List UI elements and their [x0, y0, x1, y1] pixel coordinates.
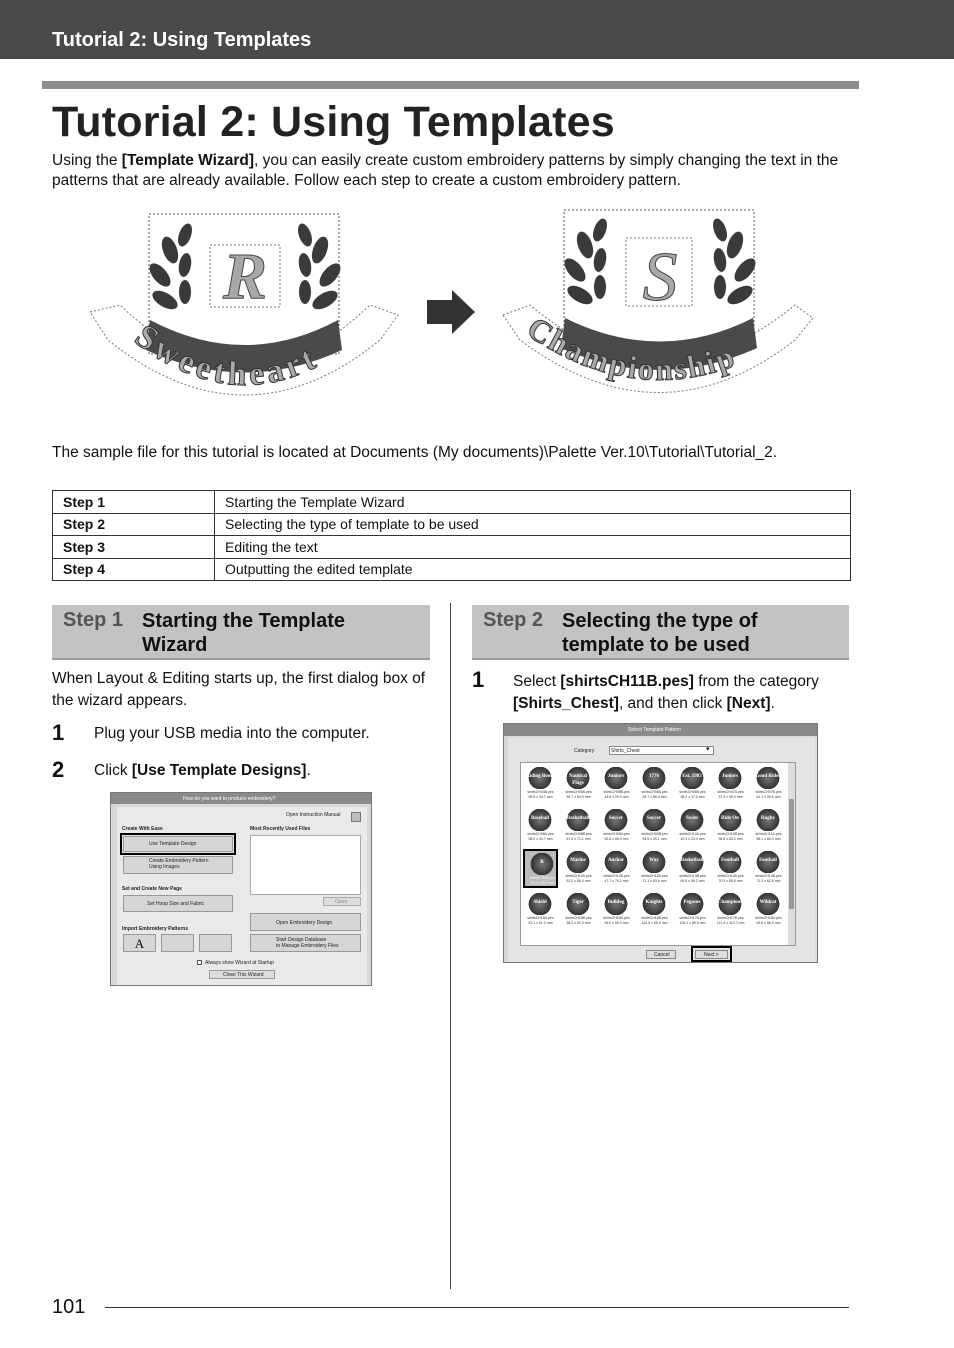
- template-thumbnail[interactable]: [523, 807, 558, 846]
- thumbnail-art: Riding Boots: [525, 767, 555, 789]
- wizard-dialog-screenshot: How do you want to produce embroidery? Open Instruction Manual Create With Ease Use Template Design Create Embroidery Pattern Using Images Most Recently Used Files Open Set and Create New Page Set Hoop Size and Fabric Open Embroidery Design Import Embroidery Patterns A Start Design Database to Manage Embroidery Files Always show Wizard at Startup Close This Wizard: [110, 792, 372, 986]
- template-thumbnail[interactable]: [713, 891, 748, 930]
- thumbnail-size: 47.7 x 79.2 mm: [604, 879, 629, 883]
- template-thumbnail[interactable]: [637, 765, 672, 804]
- import-pattern-button[interactable]: [161, 934, 194, 952]
- step1-item2-text: Click [Use Template Designs].: [94, 762, 311, 779]
- step1-title: Starting the Template Wizard: [142, 610, 345, 656]
- thumbnail-caption: shirtsCH13B.pes: [679, 874, 706, 878]
- step2-title: Selecting the type of template to be used: [562, 610, 758, 656]
- page-title: Tutorial 2: Using Templates: [52, 98, 615, 146]
- steps-table-row: [53, 513, 851, 536]
- template-thumbnail[interactable]: [599, 891, 634, 930]
- thumbnail-art: Shield: [525, 893, 555, 915]
- thumbnail-size: 104.5 x 55.6 mm: [641, 921, 668, 925]
- step-description-cell: Outputting the edited template: [215, 558, 851, 581]
- template-thumbnail[interactable]: [675, 849, 710, 888]
- chevron-down-icon: ▾: [706, 746, 710, 753]
- svg-text:Sweetheart: Sweetheart: [128, 317, 325, 394]
- thumbnail-caption: shirtsCH09B.pes: [641, 832, 668, 836]
- thumbnail-art: Tiger: [563, 893, 593, 915]
- thumbnail-size: 37.9 x 58.3 mm: [718, 795, 743, 799]
- always-show-checkbox[interactable]: [197, 960, 202, 965]
- thumbnail-art: Bulldog: [601, 893, 631, 915]
- thumbnail-caption: shirtsCH07B.pes: [755, 790, 782, 794]
- thumbnail-caption: shirtsCH12A.pes: [565, 874, 592, 878]
- thumbnail-caption: shirtsCH04B.pes: [527, 790, 554, 794]
- step2-label: Step 2: [483, 609, 544, 631]
- thumbnail-art: Good Rider: [753, 767, 783, 789]
- title-rule: [42, 81, 859, 89]
- thumbnail-caption: shirtsCH17A.pes: [679, 916, 706, 920]
- thumbnail-size: 54.5 x 25.1 mm: [642, 837, 667, 841]
- thumbnail-size: 59.0 x 59.0 mm: [604, 921, 629, 925]
- template-thumbnail[interactable]: [599, 807, 634, 846]
- page-number: 101: [52, 1296, 86, 1318]
- header-title: Tutorial 2: Using Templates: [52, 29, 312, 51]
- thumbnail-size: 75.9 x 85.2 mm: [530, 881, 555, 885]
- template-thumbnail[interactable]: [599, 849, 634, 888]
- thumbnail-art: Nautical Flags: [563, 767, 593, 789]
- step1-heading: [52, 605, 430, 660]
- template-thumbnail[interactable]: [561, 807, 596, 846]
- steps-table-row: [53, 558, 851, 581]
- template-example-illustration: [80, 200, 840, 425]
- import-text-button[interactable]: A: [123, 934, 156, 952]
- step1-item1-text: Plug your USB media into the computer.: [94, 725, 370, 742]
- template-thumbnail[interactable]: [599, 765, 634, 804]
- thumbnail-size: 67.0 x 71.1 mm: [566, 837, 591, 841]
- thumbnail-caption: shirtsCH10A.pes: [679, 832, 706, 836]
- step1-label: Step 1: [63, 609, 124, 631]
- svg-text:Championship: Championship: [521, 309, 741, 388]
- steps-table-row: [53, 536, 851, 559]
- footer-rule: [105, 1307, 849, 1308]
- thumbnail-caption: shirtsCH07A.pes: [717, 790, 744, 794]
- template-thumbnail[interactable]: [713, 807, 748, 846]
- thumbnail-art: Baseball: [525, 809, 555, 831]
- thumbnail-caption: shirtsCH11B.pes: [529, 876, 556, 880]
- import-heading: Import Embroidery Patterns: [122, 926, 189, 932]
- step-label-cell: Step 1: [53, 491, 215, 514]
- svg-text:S: S: [642, 239, 678, 316]
- thumbnail-art: Marine: [563, 851, 593, 873]
- thumbnail-size: 38.2 x 37.0 mm: [680, 795, 705, 799]
- thumbnail-size: 61.1 x 26.5 mm: [756, 795, 781, 799]
- thumbnail-caption: shirtsCH10B.pes: [717, 832, 744, 836]
- thumbnail-size: 42.3 x 23.4 mm: [680, 837, 705, 841]
- thumbnail-caption: shirtsCH13A.pes: [641, 874, 668, 878]
- thumbnail-scrollbar[interactable]: [788, 763, 795, 945]
- select-template-title: Select Template Pattern: [628, 727, 681, 733]
- step1-description: When Layout & Editing starts up, the first dialog box of the wizard appears.: [52, 670, 426, 709]
- steps-overview-table: [52, 490, 851, 581]
- intro-paragraph: Using the [Template Wizard], you can easily create custom embroidery patterns by simply changing the text in the patterns that are already available. Follow each step to create a custom embroidery pattern.: [52, 152, 839, 189]
- template-thumbnail[interactable]: [675, 807, 710, 846]
- thumbnail-size: 70.3 x 65.5 mm: [718, 879, 743, 883]
- template-thumbnail[interactable]: [675, 891, 710, 930]
- thumbnail-caption: shirtsCH15B.pes: [565, 916, 592, 920]
- step2-item1-text: Select [shirtsCH11B.pes] from the category [Shirts_Chest], and then click [Next].: [513, 673, 819, 712]
- thumbnail-size: 44.6 x 29.0 mm: [604, 795, 629, 799]
- step1-item1-number: 1: [52, 720, 65, 745]
- thumbnail-caption: shirtsCH14B.pes: [755, 874, 782, 878]
- thumbnail-art: Soccer: [601, 809, 631, 831]
- thumbnail-size: 99.5 x 34.7 mm: [528, 795, 553, 799]
- thumbnail-caption: shirtsCH06A.pes: [641, 790, 668, 794]
- thumbnail-size: 59.7 x 64.0 mm: [566, 795, 591, 799]
- step-label-cell: Step 2: [53, 513, 215, 536]
- template-thumbnail[interactable]: [751, 807, 786, 846]
- template-thumbnail[interactable]: [523, 765, 558, 804]
- sample-file-note: The sample file for this tutorial is located at Documents (My documents)\Palette Ver.10\Tutorial\Tutorial_2.: [52, 444, 778, 461]
- template-thumbnail[interactable]: [561, 891, 596, 930]
- left-emblem: [90, 214, 398, 395]
- step2-item1-number: 1: [472, 667, 485, 692]
- wizard-dialog-title: How do you want to produce embroidery?: [183, 796, 276, 802]
- template-thumbnail[interactable]: [751, 765, 786, 804]
- transform-arrow-icon: [427, 290, 475, 334]
- thumbnail-size: 51.1 x 61.3 mm: [528, 921, 553, 925]
- thumbnail-size: 55.1 x 60.0 mm: [756, 837, 781, 841]
- template-thumbnail[interactable]: [523, 891, 558, 930]
- recent-files-heading: Most Recently Used Files: [250, 826, 311, 832]
- recent-files-list[interactable]: [250, 835, 361, 895]
- template-thumbnail[interactable]: [637, 891, 672, 930]
- template-thumbnail[interactable]: [637, 807, 672, 846]
- step-description-cell: Starting the Template Wizard: [215, 491, 851, 514]
- thumbnail-caption: shirtsCH09A.pes: [603, 832, 630, 836]
- template-thumbnail[interactable]: [713, 849, 748, 888]
- thumbnail-size: 53.7 x 66.4 mm: [642, 795, 667, 799]
- step1-item2-number: 2: [52, 757, 65, 782]
- template-thumbnail[interactable]: [713, 765, 748, 804]
- set-and-create-heading: Set and Create New Page: [122, 886, 183, 892]
- thumbnail-caption: shirtsCH08A.pes: [527, 832, 554, 836]
- thumbnail-size: 121.4 x 113.7 mm: [716, 921, 745, 925]
- thumbnail-caption: shirtsCH11A.pes: [755, 832, 782, 836]
- step-description-cell: Selecting the type of template to be used: [215, 513, 851, 536]
- thumbnail-caption: shirtsCH12B.pes: [603, 874, 630, 878]
- template-thumbnail[interactable]: [751, 849, 786, 888]
- thumbnail-art: Juniors: [601, 767, 631, 789]
- thumbnail-caption: shirtsCH17B.pes: [717, 916, 744, 920]
- thumbnail-caption: shirtsCH05A.pes: [565, 790, 592, 794]
- steps-table-row: [53, 491, 851, 514]
- import-images-button[interactable]: [199, 934, 232, 952]
- category-label: Category: [574, 748, 595, 754]
- thumbnail-caption: shirtsCH06B.pes: [679, 790, 706, 794]
- always-show-label: Always show Wizard at Startup: [205, 960, 274, 966]
- thumbnail-size: 68.2 x 62.3 mm: [566, 921, 591, 925]
- thumbnail-art: Wildcat: [753, 893, 783, 915]
- thumbnail-size: 55.0 x 43.7 mm: [528, 837, 553, 841]
- create-with-ease-heading: Create With Ease: [122, 826, 163, 832]
- thumbnail-art: Soccer: [639, 809, 669, 831]
- thumbnail-art: Champions: [715, 893, 745, 915]
- thumbnail-art: Football: [715, 851, 745, 873]
- header-band: [0, 0, 954, 59]
- thumbnail-art: Basketball: [563, 809, 593, 831]
- thumbnail-art: Swim: [677, 809, 707, 831]
- thumbnail-art: 1776: [639, 767, 669, 789]
- thumbnail-caption: shirtsCH16A.pes: [603, 916, 630, 920]
- thumbnail-caption: shirtsCH14A.pes: [717, 874, 744, 878]
- svg-text:R: R: [222, 240, 268, 313]
- step-label-cell: Step 4: [53, 558, 215, 581]
- right-emblem: [503, 210, 813, 393]
- step-label-cell: Step 3: [53, 536, 215, 559]
- template-thumbnail[interactable]: [637, 849, 672, 888]
- template-thumbnail-grid[interactable]: [520, 762, 796, 946]
- thumbnail-caption: shirtsCH05B.pes: [603, 790, 630, 794]
- thumbnail-caption: shirtsCH16B.pes: [641, 916, 668, 920]
- thumbnail-size: 61.0 x 66.4 mm: [566, 879, 591, 883]
- manual-icon[interactable]: [351, 812, 361, 822]
- step2-heading: [472, 605, 849, 660]
- thumbnail-art: Juniors: [715, 767, 745, 789]
- template-thumbnail[interactable]: [675, 765, 710, 804]
- thumbnail-art: Knights: [639, 893, 669, 915]
- template-thumbnail[interactable]: [561, 849, 596, 888]
- template-thumbnail[interactable]: [523, 849, 558, 888]
- thumbnail-size: 71.1 x 63.6 mm: [642, 879, 667, 883]
- step-description-cell: Editing the text: [215, 536, 851, 559]
- thumbnail-art: Football: [753, 851, 783, 873]
- thumbnail-caption: shirtsCH08B.pes: [565, 832, 592, 836]
- thumbnail-art: Rugby: [753, 809, 783, 831]
- template-thumbnail[interactable]: [751, 891, 786, 930]
- thumbnail-caption: shirtsCH15A.pes: [527, 916, 554, 920]
- template-thumbnail[interactable]: [561, 765, 596, 804]
- thumbnail-art: Anchor: [601, 851, 631, 873]
- thumbnail-art: Way: [639, 851, 669, 873]
- thumbnail-art: Est. 1983: [677, 767, 707, 789]
- thumbnail-art: Ride On: [715, 809, 745, 831]
- thumbnail-size: 106.1 x 85.6 mm: [679, 921, 706, 925]
- thumbnail-size: 71.3 x 62.8 mm: [756, 879, 781, 883]
- thumbnail-size: 69.5 x 58.2 mm: [680, 879, 705, 883]
- thumbnail-art: Basketball: [677, 851, 707, 873]
- thumbnail-size: 52.8 x 65.4 mm: [604, 837, 629, 841]
- thumbnail-art: R: [527, 853, 557, 875]
- thumbnail-size: 63.6 x 85.5 mm: [756, 921, 781, 925]
- column-divider: [450, 603, 451, 1289]
- thumbnail-art: Pegasus: [677, 893, 707, 915]
- thumbnail-size: 35.8 x 63.2 mm: [718, 837, 743, 841]
- open-manual-link[interactable]: Open Instruction Manual: [286, 812, 341, 818]
- select-template-dialog-screenshot: Select Template Pattern Category Shirts_Chest ▾ Riding Boots shirtsCH04B.pes 99.5 x 34.7 mm Nautical Flags shirtsCH05A.pes 59.7 x 64.0 mm Juniors shirtsCH05B.pes 44.6 x 29.0 mm 1776 shirtsCH06A.pes 53.7 x 66.4 mm Est. 1983 shirtsCH06B.pes 38.2 x 37.0 mm Juniors shirtsCH07A.pes 37.9 x 58.3 mm Good Rider shirtsCH07B.pes 61.1 x 26.5 mm Baseball shirtsCH08A.pes 55.0 x 43.7 mm Basketball shirtsCH08B.pes 67.0 x 71.1 mm Soccer shirtsCH09A.pes 52.8 x 65.4 mm Soccer shirtsCH09B.pes 54.5 x 25.1 mm Swim shirtsCH10A.pes 42.3 x 23.4 mm Ride On shirtsCH10B.pes 35.8 x 63.2 mm Rugby shirtsCH11A.pes 55.1 x 60.0 mm R shirtsCH11B.pes 75.9 x 85.2 mm Marine shirtsCH12A.pes 61.0 x 66.4 mm Anchor shirtsCH12B.pes 47.7 x 79.2 mm Way shirtsCH13A.pes 71.1 x 63.6 mm Basketball shirtsCH13B.pes 69.5 x 58.2 mm Football shirtsCH14A.pes 70.3 x 65.5 mm Football shirtsCH14B.pes 71.3 x 62.8 mm Shield shirtsCH15A.pes 51.1 x 61.3 mm Tiger shirtsCH15B.pes 68.2 x 62.3 mm Bulldog shirtsCH16A.pes 59.0 x 59.0 mm Knights shirtsCH16B.pes 104.5 x 55.6 mm Pegasus shirtsCH17A.pes 106.1 x 85.6 mm Champions shirtsCH17B.pes 121.4 x 113.7 mm Wildcat shirtsCH18A.pes 63.6 x 85.5 mm Cancel Next >: [503, 723, 818, 963]
- thumbnail-caption: shirtsCH18A.pes: [755, 916, 782, 920]
